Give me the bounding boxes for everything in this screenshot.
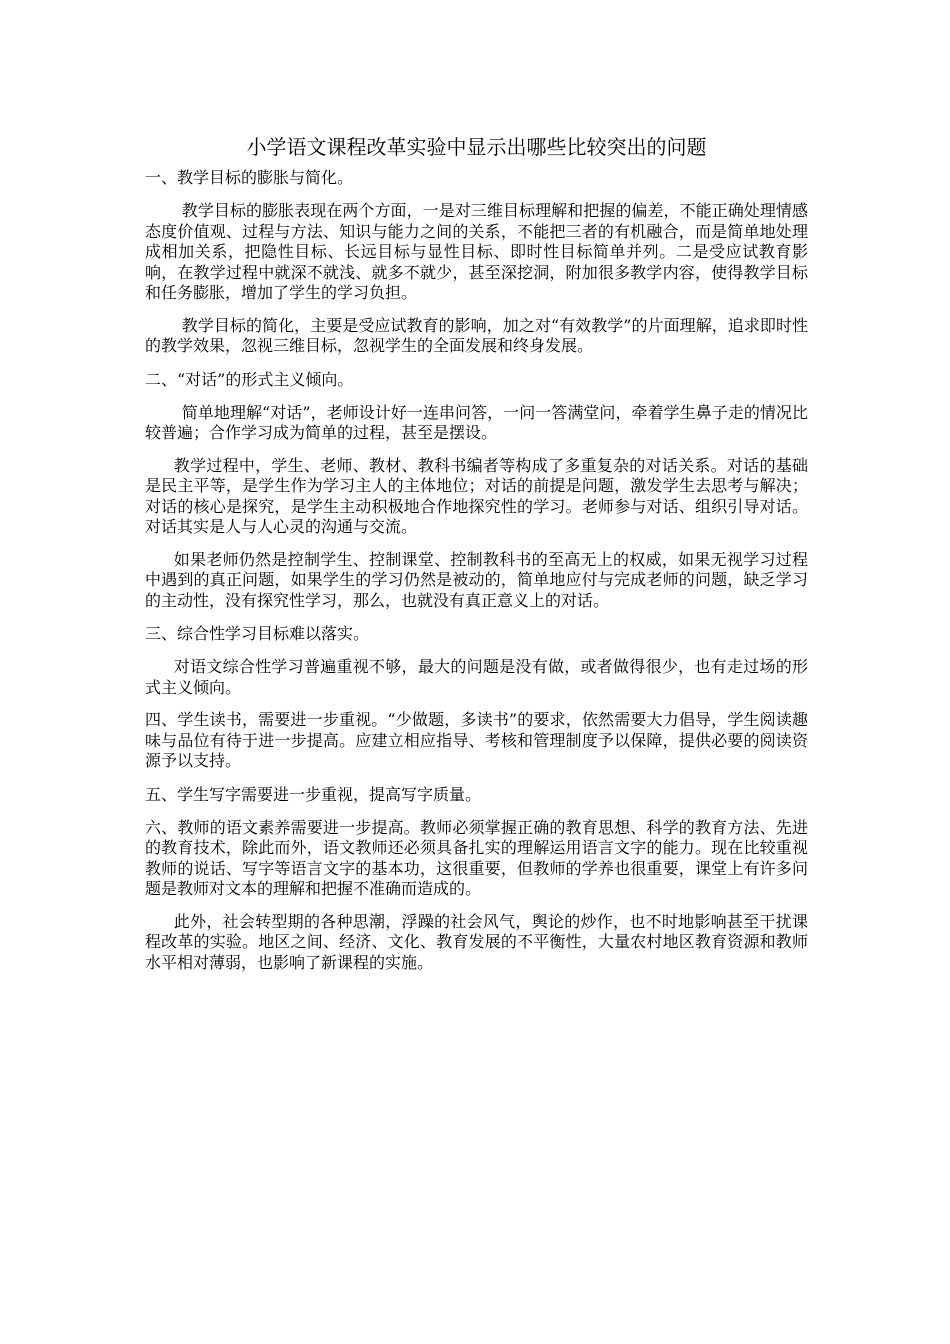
- paragraph: 对语文综合性学习普遍重视不够，最大的问题是没有做，或者做得很少，也有走过场的形式主义倾向。: [145, 657, 808, 697]
- document-body: [145, 167, 808, 973]
- paragraph: 简单地理解“对话”，老师设计好一连串问答，一问一答满堂问，牵着学生鼻子走的情况比较普遍；合作学习成为简单的过程，甚至是摆设。: [145, 402, 808, 442]
- section-heading: 一、教学目标的膨胀与简化。: [145, 168, 354, 187]
- paragraph: 如果老师仍然是控制学生、控制课堂、控制教科书的至高无上的权威，如果无视学习过程中遇到的真正问题，如果学生的学习仍然是被动的，简单地应付与完成老师的问题，缺乏学习的主动性，没有探究性学习，那么，也就没有真正意义上的对话。: [145, 549, 808, 610]
- section-heading: 二、“对话”的形式主义倾向。: [145, 369, 354, 389]
- paragraph: 六、教师的语文素养需要进一步提高。教师必须掌握正确的教育思想、科学的教育方法、先进的教育技术，除此而外，语文教师还必须具备扎实的理解运用语言文字的能力。现在比较重视教师的说话、写字等语言文字的基本功，这很重要，但教师的学养也很重要，课堂上有许多问题是教师对文本的理解和把握不准确而造成的。: [145, 817, 808, 898]
- paragraph: 教学过程中，学生、老师、教材、教科书编者等构成了多重复杂的对话关系。对话的基础是民主平等，是学生作为学习主人的主体地位；对话的前提是问题，激发学生去思考与解决；对话的核心是探究，是学生主动积极地合作地探究性的学习。老师参与对话、组织引导对话。对话其实是人与人心灵的沟通与交流。: [145, 455, 808, 536]
- paragraph: 教学目标的简化，主要是受应试教育的影响，加之对“有效教学”的片面理解，追求即时性的教学效果，忽视三维目标，忽视学生的全面发展和终身发展。: [145, 315, 808, 355]
- paragraph: 四、学生读书，需要进一步重视。“少做题，多读书”的要求，依然需要大力倡导，学生阅读趣味与品位有待于进一步提高。应建立相应指导、考核和管理制度予以保障，提供必要的阅读资源予以支持。: [145, 710, 808, 770]
- section-heading: 三、综合性学习目标难以落实。: [145, 624, 370, 643]
- section-heading: 五、学生写字需要进一步重视，提高写字质量。: [145, 784, 482, 804]
- document-title: 小学语文课程改革实验中显示出哪些比较突出的问题: [246, 135, 707, 159]
- paragraph: 此外，社会转型期的各种思潮，浮躁的社会风气，舆论的炒作，也不时地影响甚至干扰课程改革的实验。地区之间、经济、文化、教育发展的不平衡性，大量农村地区教育资源和教师水平相对薄弱，也影响了新课程的实施。: [145, 911, 808, 972]
- document-page: [145, 133, 808, 985]
- paragraph: 教学目标的膨胀表现在两个方面，一是对三维目标理解和把握的偏差，不能正确处理情感态度价值观、过程与方法、知识与能力之间的关系，不能把三者的有机融合，而是简单地处理成相加关系，把隐性目标、长远目标与显性目标、即时性目标简单并列。二是受应试教育影响，在教学过程中就深不就浅、就多不就少，甚至深挖洞，附加很多教学内容，使得教学目标和任务膨胀，增加了学生的学习负担。: [145, 201, 808, 302]
